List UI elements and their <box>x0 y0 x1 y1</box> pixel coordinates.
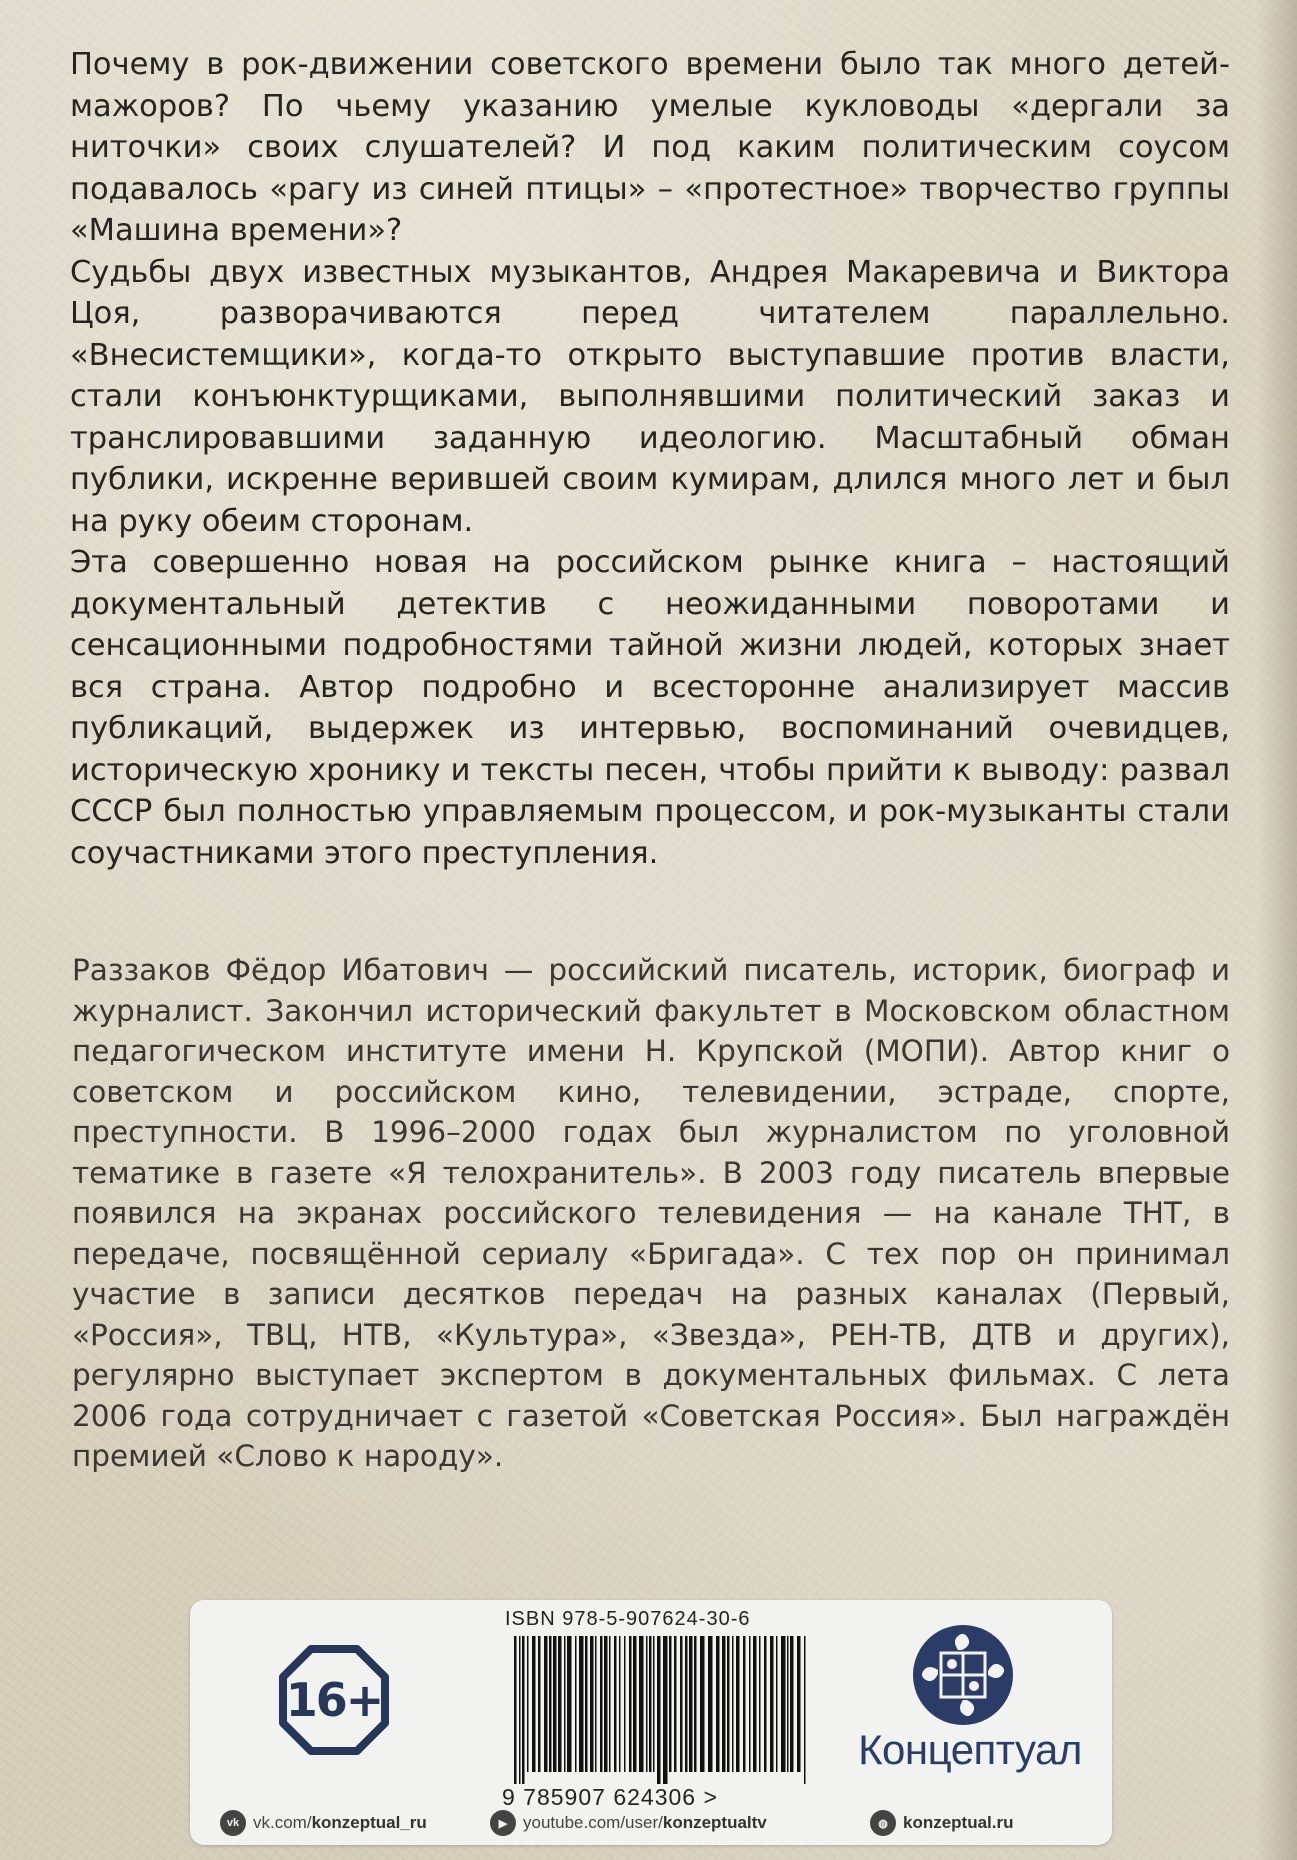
barcode-bar <box>743 1636 746 1772</box>
barcode-bar <box>649 1636 652 1772</box>
book-blurb <box>70 44 1230 874</box>
barcode-bar <box>639 1636 644 1772</box>
vk-icon: vk <box>220 1810 246 1836</box>
barcode-bar <box>787 1636 789 1772</box>
website-link-domain: konzeptual.ru <box>903 1813 1014 1832</box>
spine-shadow <box>1257 0 1297 1860</box>
blurb-paragraph: Почему в рок-движении советского времени было так много детей-мажоров? По чьему указанию умелые кукловоды «дергали за ниточки» своих слушателей? И под каким политическим соусом подавалось «рагу из синей птицы» – «протестное» творчество группы «Машина времени»? <box>70 47 1230 248</box>
barcode-bar <box>567 1636 572 1772</box>
barcode-bar <box>549 1636 552 1772</box>
barcode-bar <box>732 1636 734 1772</box>
barcode-bar <box>770 1636 774 1772</box>
barcode-bar <box>579 1636 584 1772</box>
vk-link-handle: konzeptual_ru <box>311 1813 427 1832</box>
barcode-bar <box>595 1636 597 1772</box>
barcode-bar <box>522 1636 525 1784</box>
barcode-bar <box>629 1636 632 1772</box>
barcode-bar <box>519 1636 521 1784</box>
barcode-bar <box>532 1636 536 1772</box>
barcode-bar <box>797 1636 801 1772</box>
barcode-bar <box>685 1636 688 1772</box>
barcode-bar <box>564 1636 566 1772</box>
barcode-bar <box>646 1636 648 1772</box>
barcode-bar <box>585 1636 588 1772</box>
barcode-bar <box>749 1636 751 1772</box>
blurb-paragraph: Эта совершенно новая на российском рынке книга – настоящий документальный детектив с неожиданными поворотами и сенсационными подробностями тайной жизни людей, которых знает вся страна. Автор подробно и всесторонне анализирует массив публикаций, выдержек из интервью, воспоминаний очевидцев, историческую хронику и тексты песен, чтобы прийти к выводу: развал СССР был полностью управляемым процессом, и рок-музыканты стали соучастниками этого преступления. <box>70 545 1230 871</box>
barcode-bar <box>736 1636 740 1772</box>
barcode-bar <box>600 1636 603 1772</box>
barcode-bar <box>575 1636 577 1772</box>
youtube-icon: ▶ <box>490 1810 516 1836</box>
barcode-bar <box>590 1636 594 1772</box>
barcode-bar <box>663 1636 668 1784</box>
barcode-bar <box>694 1636 697 1772</box>
author-bio-text: Раззаков Фёдор Ибатович — российский писатель, историк, биограф и журналист. Закончил исторический факультет в Московском областном педагогическом институте имени Н. Крупской (МОПИ). Автор книг о советском и российском кино, телевидении, эстраде, спорте, преступности. В 1996–2000 годах был журналистом по уголовной тематике в газете «Я телохранитель». В 2003 году писатель впервые появился на экранах российского телевидения — на канале ТНТ, в передаче, посвящённой сериалу «Бригада». С тех пор он принимал участие в записи десятков передач на разных каналах (Первый, «Россия», ТВЦ, НТВ, «Культура», «Звезда», РЕН-ТВ, ДТВ и других), регулярно выступает экспертом в документальных фильмах. С лета 2006 года сотрудничает с газетой «Советская Россия». Был награждён премией «Слово к народу». <box>72 953 1230 1473</box>
barcode-bar <box>669 1636 672 1772</box>
barcode <box>510 1636 810 1784</box>
youtube-link-handle: konzeptualtv <box>662 1813 767 1832</box>
barcode-bar <box>708 1636 713 1772</box>
barcode-bar <box>514 1636 517 1784</box>
age-rating-badge <box>278 1644 390 1756</box>
author-bio <box>72 950 1230 1477</box>
barcode-bar <box>538 1636 541 1772</box>
barcode-digits: 9 785907 624306 > <box>502 1784 718 1810</box>
publisher-name: Концептуал <box>858 1726 1082 1773</box>
barcode-bar <box>727 1636 730 1772</box>
globe-icon: ◍ <box>870 1810 896 1836</box>
isbn-number: ISBN 978-5-907624-30-6 <box>505 1608 751 1630</box>
barcode-bar <box>527 1636 529 1772</box>
social-links <box>190 1810 1112 1840</box>
blurb-paragraph: Судьбы двух известных музыкантов, Андрея Макаревича и Виктора Цоя, разворачиваются перед читателем параллельно. «Внесистемщики», когда-то открыто выступавшие против власти, стали конъюнктурщиками, выполнявшими политический заказ и транслировавшими заданную идеологию. Масштабный обман публики, искренне верившей своим кумирам, длился много лет и был на руку обеим сторонам. <box>70 254 1230 539</box>
vk-link[interactable] <box>220 1810 427 1836</box>
barcode-bar <box>614 1636 617 1772</box>
barcode-bar <box>759 1636 761 1772</box>
barcode-bar <box>722 1636 726 1772</box>
barcode-bar <box>619 1636 621 1772</box>
barcode-bar <box>776 1636 778 1772</box>
puzzle-globe-icon <box>908 1620 1018 1730</box>
barcode-bar <box>624 1636 626 1772</box>
publisher-sticker <box>190 1600 1112 1845</box>
barcode-bar <box>553 1636 557 1772</box>
vk-link-prefix: vk.com/ <box>253 1813 312 1832</box>
barcode-bar <box>544 1636 548 1772</box>
barcode-bar <box>700 1636 705 1772</box>
barcode-bar <box>653 1636 655 1772</box>
barcode-bar <box>657 1636 661 1784</box>
barcode-bar <box>633 1636 637 1772</box>
barcode-bar <box>716 1636 720 1772</box>
youtube-link[interactable] <box>490 1810 767 1836</box>
age-rating-text: 16+ <box>285 1673 383 1727</box>
barcode-bar <box>781 1636 786 1772</box>
barcode-bar <box>680 1636 683 1772</box>
barcode-bar <box>609 1636 611 1772</box>
barcode-bar <box>674 1636 677 1772</box>
barcode-bar <box>764 1636 767 1772</box>
barcode-bar <box>753 1636 757 1772</box>
barcode-bar <box>804 1636 806 1784</box>
barcode-bar <box>689 1636 693 1772</box>
barcode-bar <box>558 1636 562 1772</box>
youtube-link-prefix: youtube.com/user/ <box>523 1813 663 1832</box>
barcode-bar <box>604 1636 608 1772</box>
website-link[interactable] <box>870 1810 1014 1836</box>
barcode-bar <box>790 1636 794 1772</box>
